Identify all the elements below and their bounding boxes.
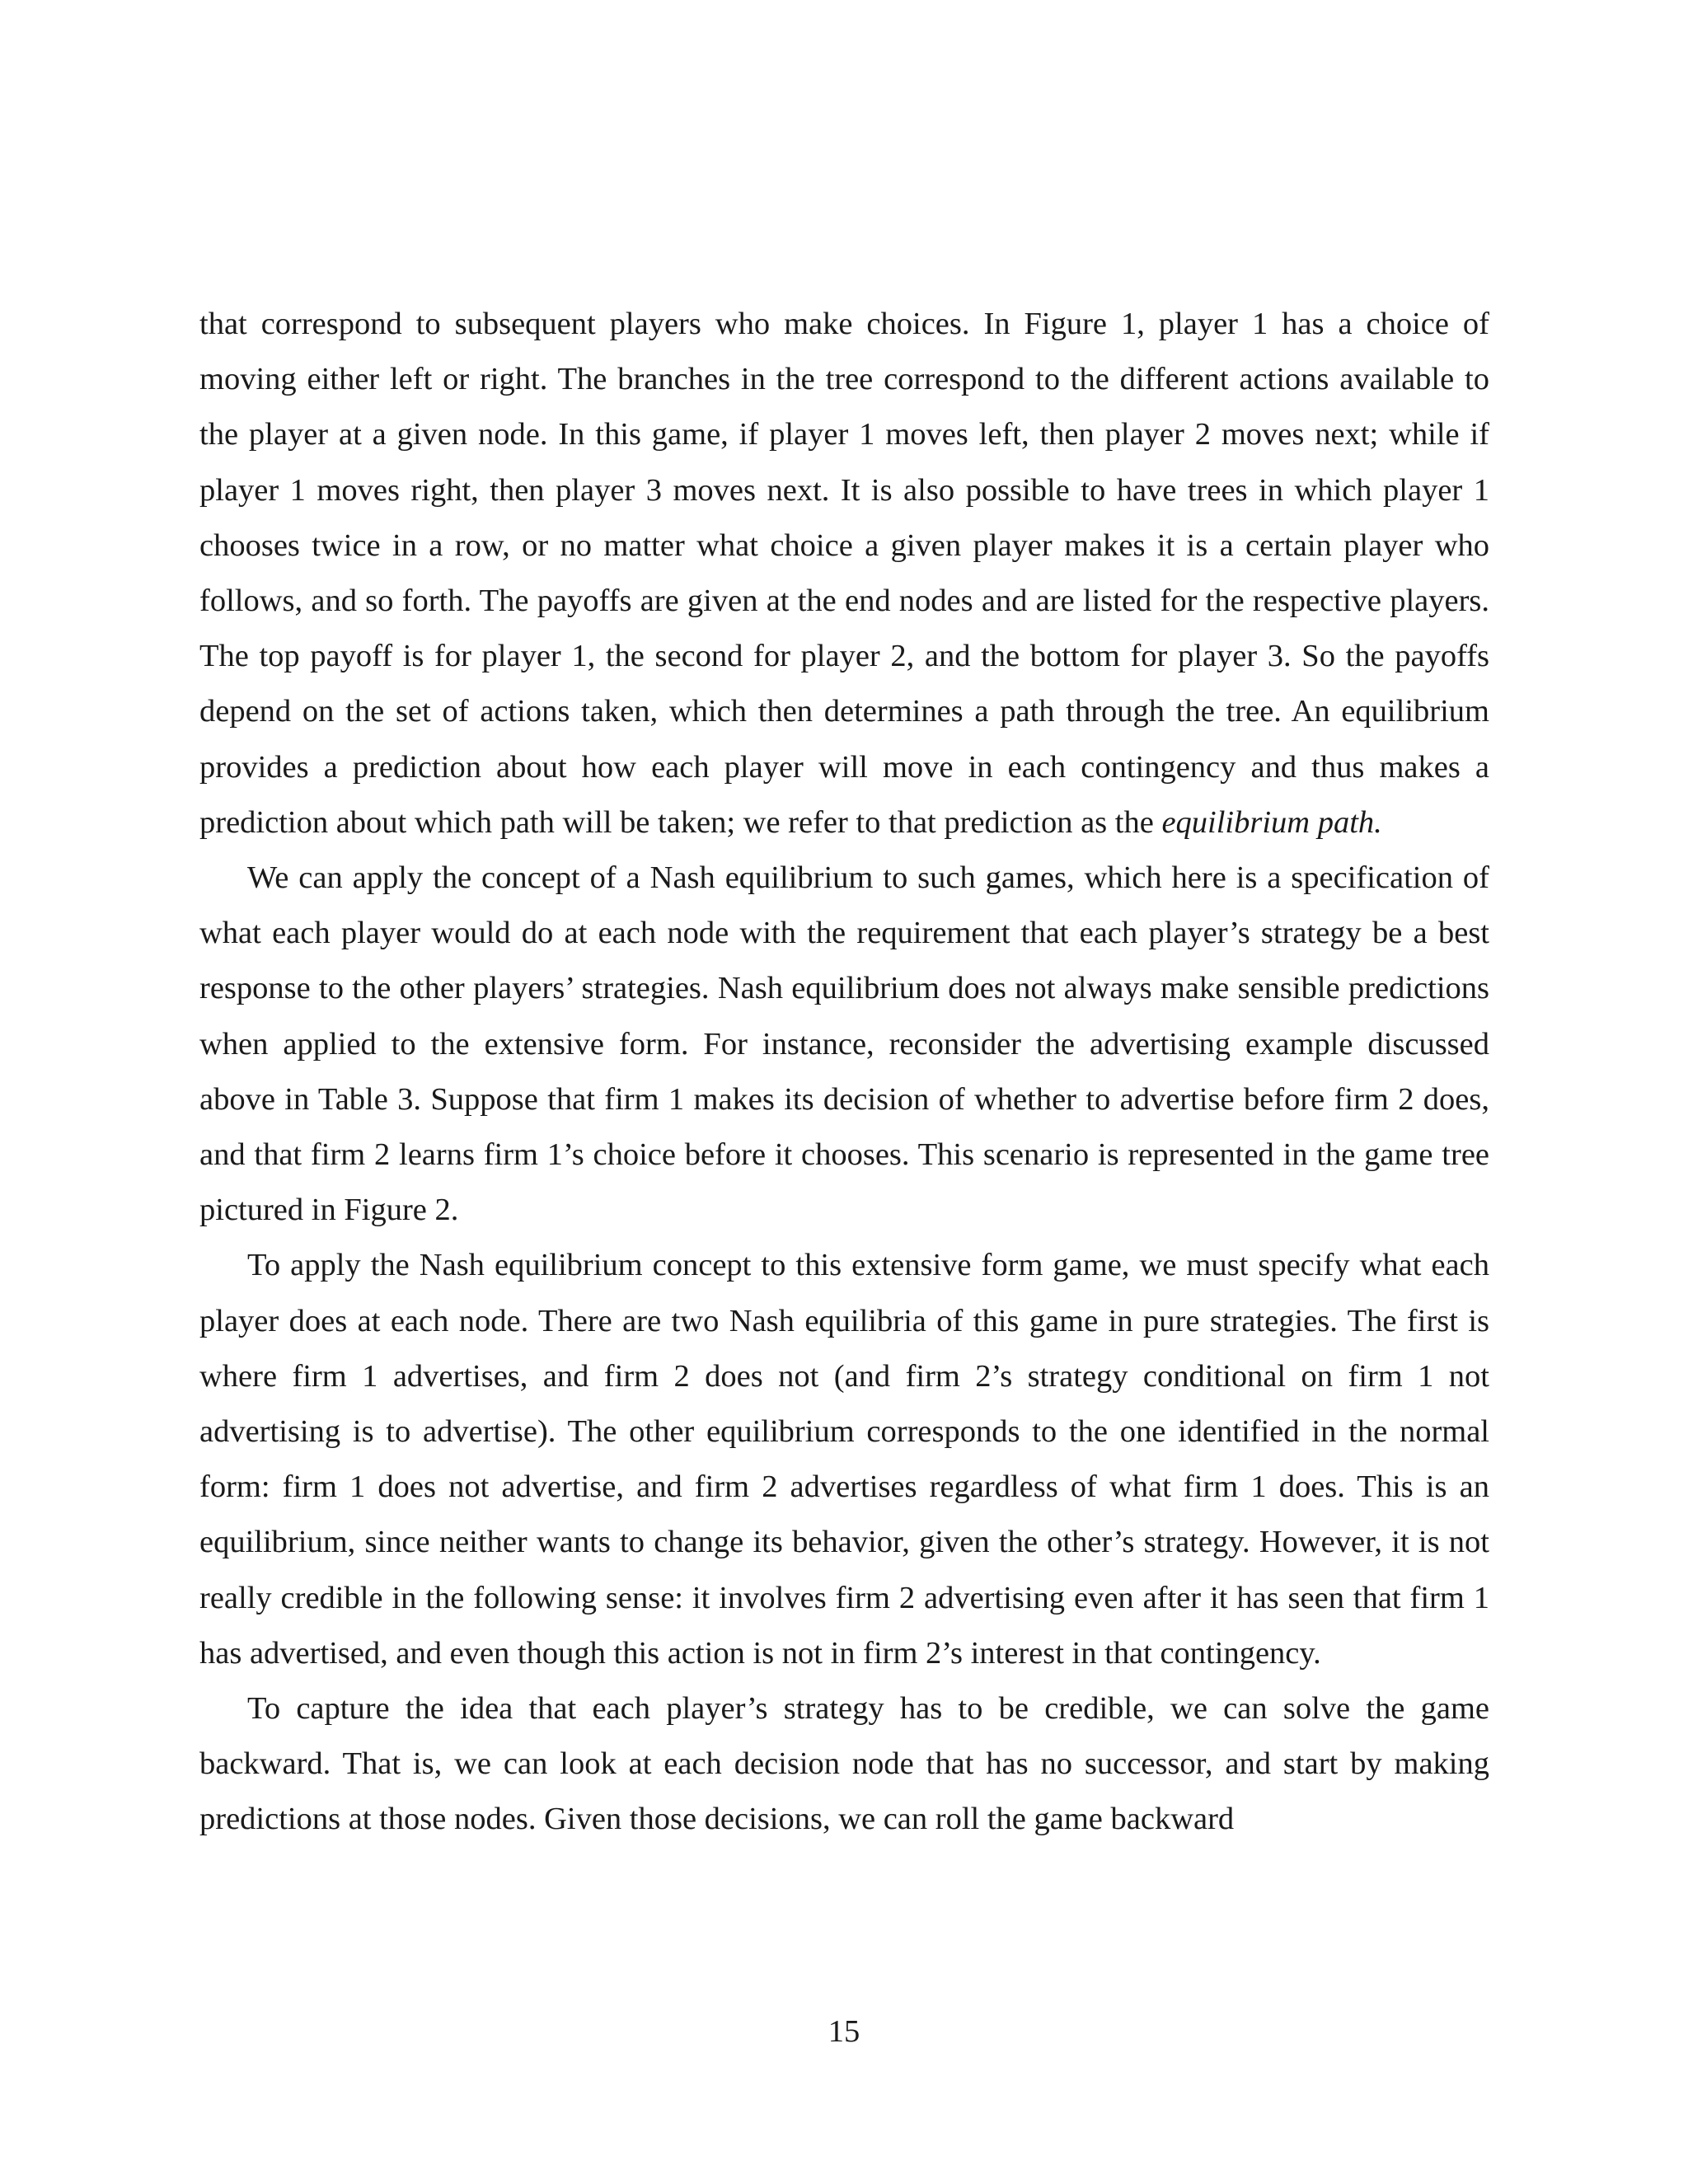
equilibrium-path-term: equilibrium path. [1161, 804, 1382, 840]
paragraph-3: To apply the Nash equilibrium concept to this extensive form game, we must specify what each player does at each node. There are two Nash equilibria of this game in pure strategies. The first is where firm 1 advertises, and firm 2 does not (and firm 2’s strategy conditional on firm 1 not advertising is to advertise). The other equilibrium corresponds to the one identified in the normal form: firm 1 does not advertise, and firm 2 advertises regardless of what firm 1 does. This is an equilibrium, since neither wants to change its behavior, given the other’s strategy. However, it is not really credible in the following sense: it involves firm 2 advertising even after it has seen that firm 1 has advertised, and even though this action is not in firm 2’s interest in that contingency. [199, 1248, 1489, 1671]
paragraph-4: To capture the idea that each player’s strategy has to be credible, we can solve the game backward. That is, we can look at each decision node that has no successor, and start by making predictions at those nodes. Given those decisions, we can roll the game backward [199, 1691, 1489, 1837]
paragraph-1 [199, 297, 1489, 851]
page-body [199, 297, 1489, 1848]
page-number: 15 [828, 2014, 860, 2049]
paragraph-2: We can apply the concept of a Nash equilibrium to such games, which here is a specification of what each player would do at each node with the requirement that each player’s strategy be a best response to the other players’ strategies. Nash equilibrium does not always make sensible predictions when applied to the extensive form. For instance, reconsider the advertising example discussed above in Table 3. Suppose that firm 1 makes its decision of whether to advertise before firm 2 does, and that firm 2 learns firm 1’s choice before it chooses. This scenario is represented in the game tree pictured in Figure 2. [199, 860, 1489, 1228]
paragraph-1-text: that correspond to subsequent players who make choices. In Figure 1, player 1 has a choice of moving either left or right. The branches in the tree correspond to the different actions available to the player at a given node. In this game, if player 1 moves left, then player 2 moves next; while if player 1 moves right, then player 3 moves next. It is also possible to have trees in which player 1 chooses twice in a row, or no matter what choice a given player makes it is a certain player who follows, and so forth. The payoffs are given at the end nodes and are listed for the respective players. The top payoff is for player 1, the second for player 2, and the bottom for player 3. So the payoffs depend on the set of actions taken, which then determines a path through the tree. An equilibrium provides a prediction about how each player will move in each contingency and thus makes a prediction about which path will be taken; we refer to that prediction as the [199, 307, 1489, 840]
